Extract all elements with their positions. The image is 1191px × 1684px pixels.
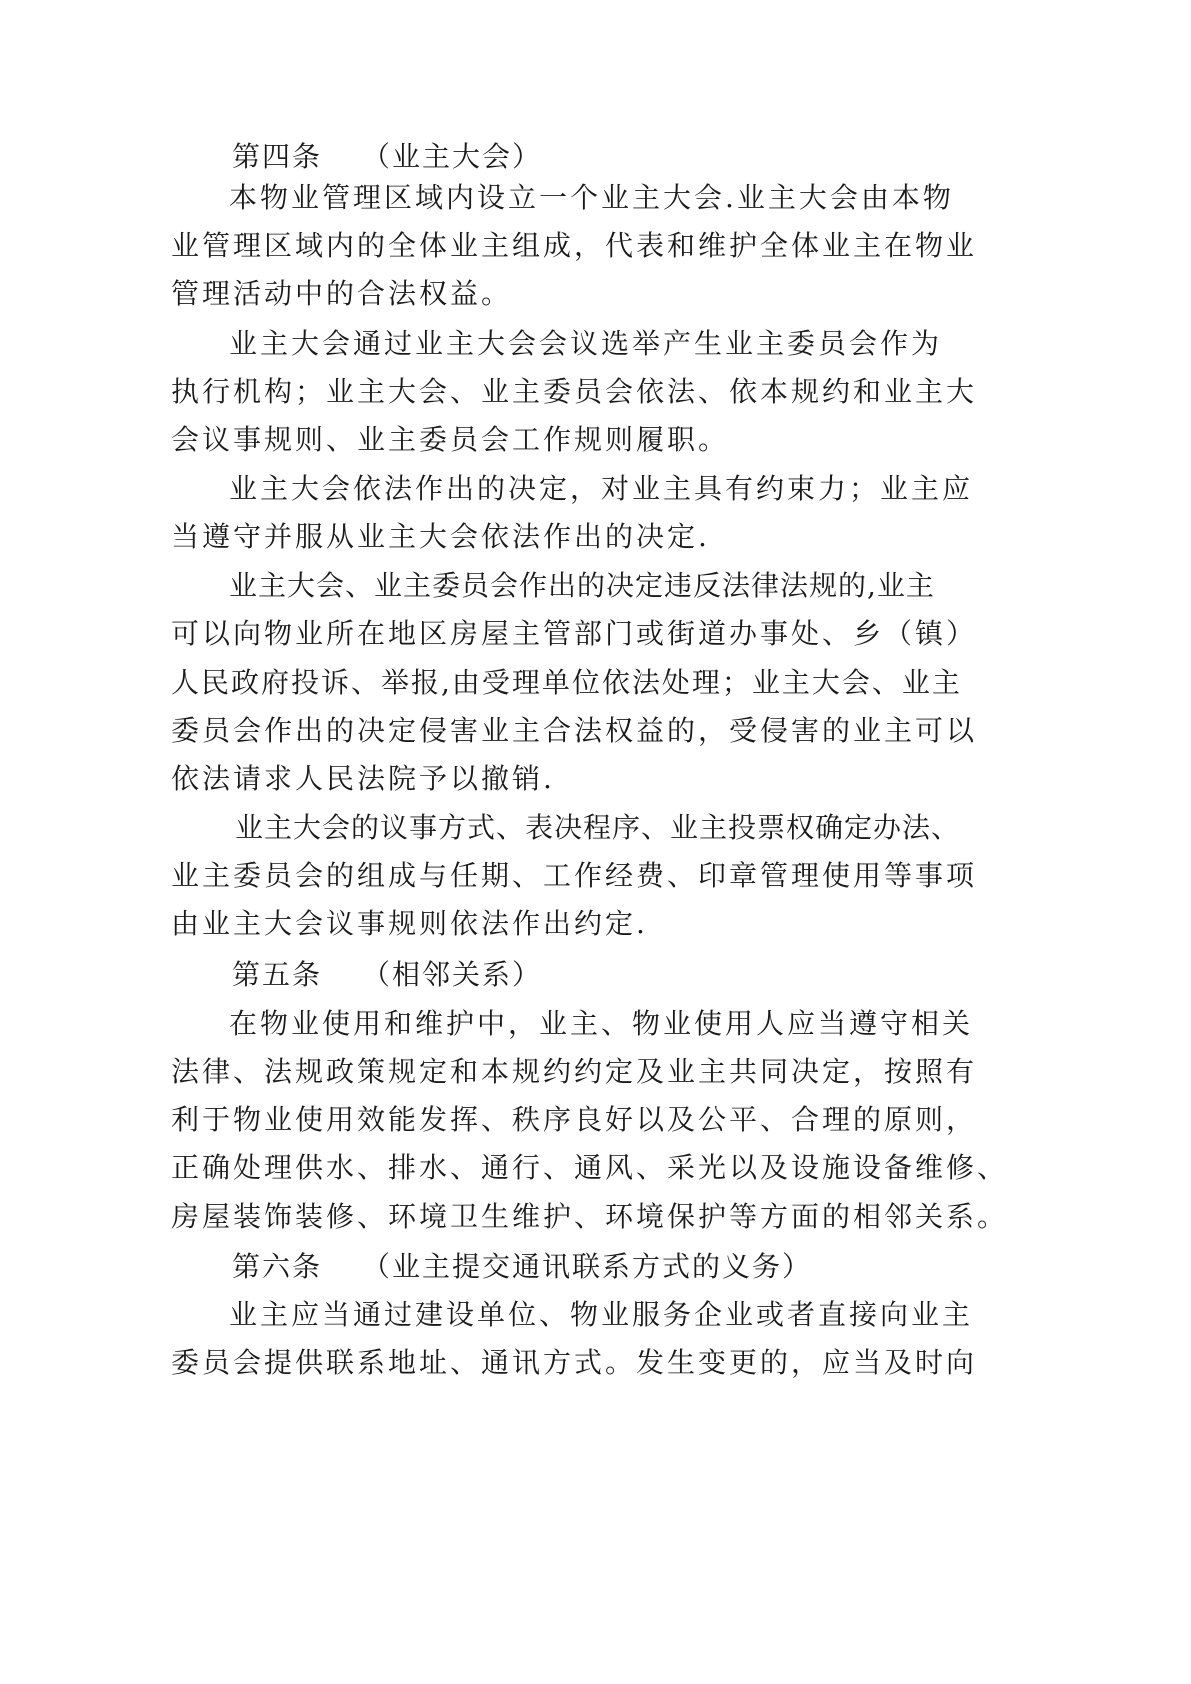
article-5-heading <box>232 955 542 995</box>
article-5-p1-line4: 正确处理供水、排水、通行、通风、采光以及设施设备维修、 <box>171 1151 1009 1184</box>
article-6-number: 第六条 <box>232 1250 323 1283</box>
article-4-p4-line5: 依法请求人民法院予以撤销. <box>171 762 555 795</box>
article-5-p1-line2: 法律、法规政策规定和本规约约定及业主共同决定，按照有 <box>171 1055 978 1088</box>
article-4-p3-line2: 当遵守并服从业主大会依法作出的决定. <box>171 520 710 553</box>
article-6-title: （业主提交通讯联系方式的义务） <box>362 1250 813 1283</box>
article-5-title: （相邻关系） <box>362 958 543 991</box>
article-4-number: 第四条 <box>232 140 323 173</box>
article-4-title: （业主大会） <box>362 140 543 173</box>
article-4-p1-line1: 本物业管理区域内设立一个业主大会.业主大会由本物 <box>229 181 954 214</box>
article-6-p1-line1: 业主应当通过建设单位、物业服务企业或者直接向业主 <box>229 1298 974 1331</box>
article-4-p4-line1: 业主大会、业主委员会作出的决定违反法律法规的,业主 <box>229 569 935 602</box>
article-5-p1-line5: 房屋装饰装修、环境卫生维护、环境保护等方面的相邻关系。 <box>171 1200 1009 1233</box>
article-4-p5-line1: 业主大会的议事方式、表决程序、业主投票权确定办法、 <box>235 811 961 844</box>
article-4-p4-line3: 人民政府投诉、举报,由受理单位依法处理；业主大会、业主 <box>171 666 962 699</box>
article-4-p5-line2: 业主委员会的组成与任期、工作经费、印章管理使用等事项 <box>171 859 978 892</box>
article-4-p4-line4: 委员会作出的决定侵害业主合法权益的，受侵害的业主可以 <box>171 714 978 747</box>
article-4-p2-line2: 执行机构；业主大会、业主委员会依法、依本规约和业主大 <box>171 375 978 408</box>
article-4-p2-line1: 业主大会通过业主大会会议选举产生业主委员会作为 <box>229 327 943 360</box>
article-4-p3-line1: 业主大会依法作出的决定，对业主具有约束力；业主应 <box>229 472 974 505</box>
article-4-p1-line3: 管理活动中的合法权益。 <box>171 277 513 310</box>
article-4-p1-line2: 业管理区域内的全体业主组成，代表和维护全体业主在物业 <box>171 229 978 262</box>
article-4-p4-line2: 可以向物业所在地区房屋主管部门或街道办事处、乡（镇） <box>171 617 978 650</box>
article-4-p2-line3: 会议事规则、业主委员会工作规则履职。 <box>171 423 730 456</box>
article-5-p1-line1: 在物业使用和维护中，业主、物业使用人应当遵守相关 <box>229 1007 974 1040</box>
article-5-number: 第五条 <box>232 958 323 991</box>
article-5-p1-line3: 利于物业使用效能发挥、秩序良好以及公平、合理的原则， <box>171 1103 978 1136</box>
article-4-heading <box>232 137 542 177</box>
article-6-heading <box>232 1247 812 1287</box>
article-6-p1-line2: 委员会提供联系地址、通讯方式。发生变更的，应当及时向 <box>171 1346 978 1379</box>
article-4-p5-line3: 由业主大会议事规则依法作出约定. <box>171 907 648 940</box>
